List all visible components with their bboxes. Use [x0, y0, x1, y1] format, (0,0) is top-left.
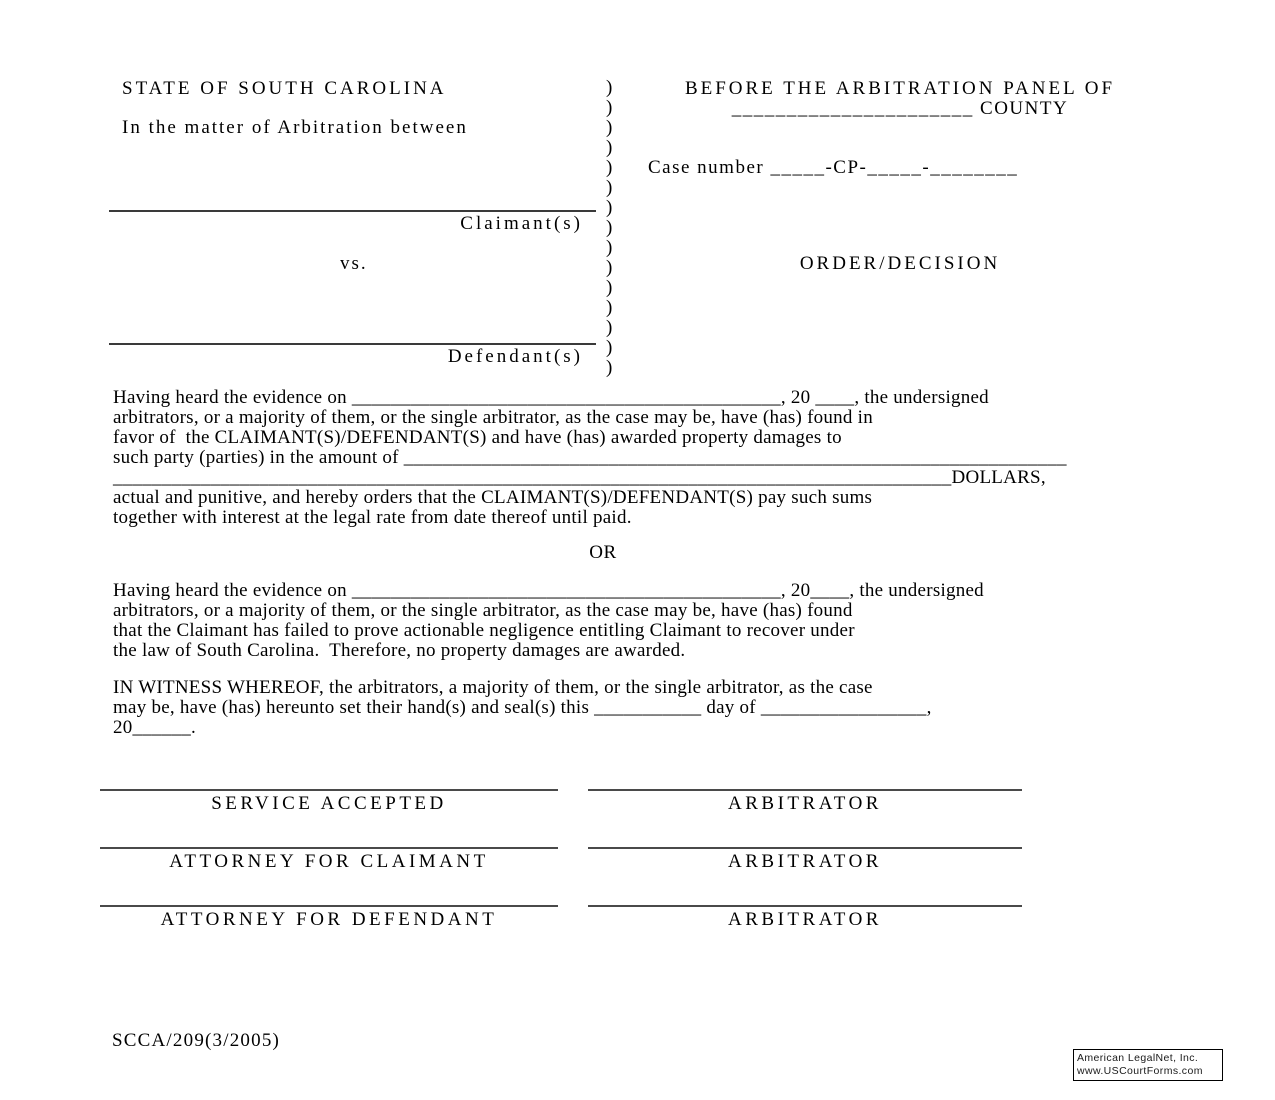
court-panel-title: BEFORE THE ARBITRATION PANEL OF: [684, 78, 1116, 99]
caption-paren: ): [606, 297, 613, 318]
vendor-box: [1073, 1049, 1223, 1081]
attorney-for-defendant-label: ATTORNEY FOR DEFENDANT: [160, 909, 498, 930]
caption-paren: ): [606, 157, 613, 178]
attorney-for-defendant-signature: [100, 905, 558, 930]
paragraph-line: actual and punitive, and hereby orders that the CLAIMANT(S)/DEFENDANT(S) pay such sums: [113, 487, 873, 508]
caption-paren: ): [606, 337, 613, 358]
paragraph-line: arbitrators, or a majority of them, or the single arbitrator, as the case may be, have (has) found in: [113, 407, 873, 428]
caption-paren: ): [606, 197, 613, 218]
paragraph-line: ______________________________________________________________________________________DOLLARS,: [113, 467, 1046, 488]
caption-paren: ): [606, 257, 613, 278]
arbitrator-signature-3: [588, 905, 1022, 930]
arbitrator-signature-2: [588, 847, 1022, 872]
caption-paren: ): [606, 117, 613, 138]
attorney-for-claimant-label: ATTORNEY FOR CLAIMANT: [169, 851, 489, 872]
witness-paragraph: [113, 678, 1093, 738]
arbitrator-signature-1: [588, 789, 1022, 814]
claimant-label: Claimant(s): [460, 213, 583, 234]
caption-paren: ): [606, 237, 613, 258]
paragraph-line: 20______.: [113, 717, 196, 738]
paragraph-line: arbitrators, or a majority of them, or the single arbitrator, as the case may be, have (has) found: [113, 600, 853, 621]
caption-paren: ): [606, 137, 613, 158]
caption-paren: ): [606, 177, 613, 198]
caption-paren: ): [606, 77, 613, 98]
case-number-line: Case number _____-CP-_____-________: [648, 157, 1019, 178]
attorney-for-claimant-signature: [100, 847, 558, 872]
order-decision-title: ORDER/DECISION: [799, 253, 1001, 274]
paragraph-line: may be, have (has) hereunto set their hand(s) and seal(s) this ___________ day of _________________,: [113, 697, 932, 718]
paragraph-line: such party (parties) in the amount of ____________________________________________________________________: [113, 447, 1067, 468]
or-separator: OR: [589, 542, 617, 563]
defendant-signature-rule: [109, 343, 596, 345]
caption-paren: ): [606, 277, 613, 298]
vs-label: vs.: [340, 253, 368, 274]
claimant-signature-rule: [109, 210, 596, 212]
caption-paren: ): [606, 317, 613, 338]
service-accepted-label: SERVICE ACCEPTED: [211, 793, 447, 814]
arbitrator-label-3: ARBITRATOR: [728, 909, 882, 930]
paragraph-line: Having heard the evidence on ____________________________________________, 20 ____, the undersigned: [113, 387, 989, 408]
document-body: [113, 388, 1093, 738]
award-paragraph: [113, 388, 1093, 528]
paragraph-line: favor of the CLAIMANT(S)/DEFENDANT(S) and have (has) awarded property damages to: [113, 427, 842, 448]
caption-paren: ): [606, 97, 613, 118]
state-title: STATE OF SOUTH CAROLINA: [122, 78, 447, 99]
caption-paren: ): [606, 217, 613, 238]
service-accepted-signature: [100, 789, 558, 814]
vendor-name: American LegalNet, Inc.: [1077, 1052, 1199, 1064]
arbitrator-label-1: ARBITRATOR: [728, 793, 882, 814]
no-award-paragraph: [113, 581, 1093, 661]
caption-paren-column: [606, 78, 612, 378]
form-number: SCCA/209(3/2005): [112, 1030, 281, 1051]
county-blank-line: ______________________ COUNTY: [731, 98, 1069, 119]
arbitrator-label-2: ARBITRATOR: [728, 851, 882, 872]
paragraph-line: together with interest at the legal rate from date thereof until paid.: [113, 507, 632, 528]
matter-of-arbitration-line: In the matter of Arbitration between: [122, 117, 468, 138]
paragraph-line: that the Claimant has failed to prove actionable negligence entitling Claimant to recover under: [113, 620, 855, 641]
caption-paren: ): [606, 357, 613, 378]
paragraph-line: IN WITNESS WHEREOF, the arbitrators, a majority of them, or the single arbitrator, as the case: [113, 677, 873, 698]
paragraph-line: the law of South Carolina. Therefore, no property damages are awarded.: [113, 640, 686, 661]
defendant-label: Defendant(s): [447, 346, 583, 367]
vendor-url: www.USCourtForms.com: [1077, 1064, 1203, 1077]
paragraph-line: Having heard the evidence on ____________________________________________, 20____, the undersigned: [113, 580, 984, 601]
